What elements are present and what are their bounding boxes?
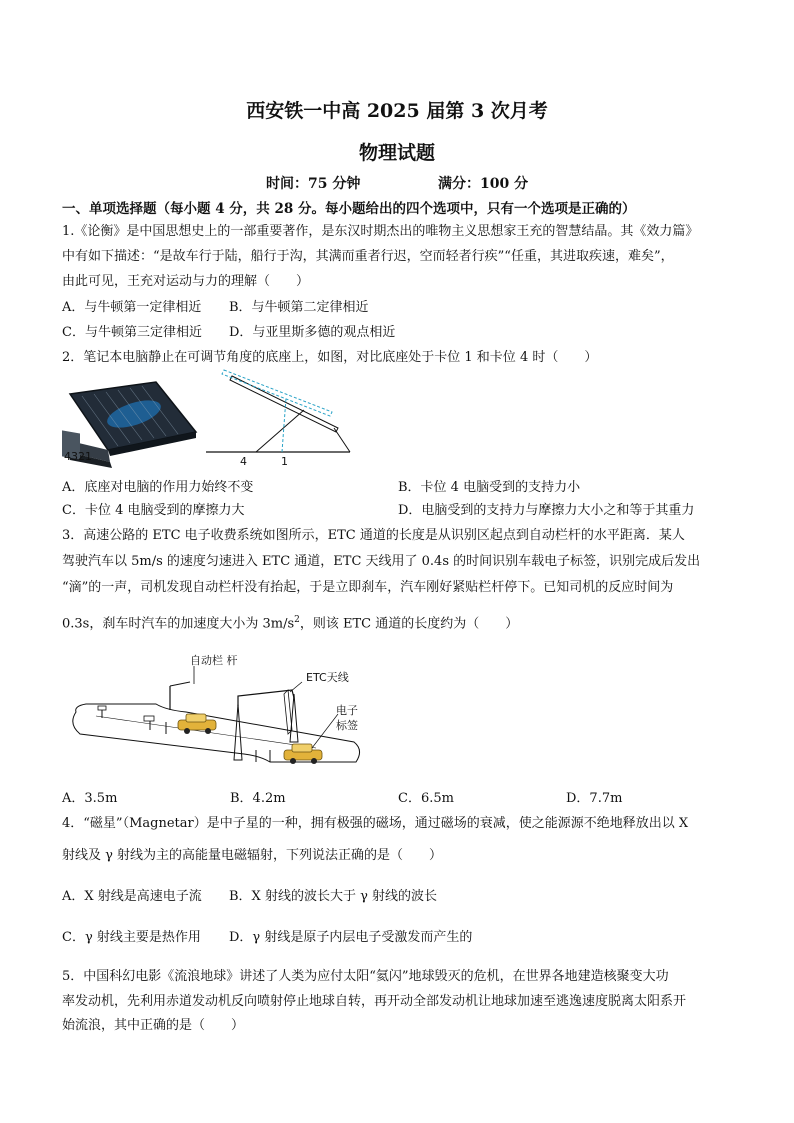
- q1-option-a[interactable]: A．与牛顿第一定律相近: [62, 300, 202, 315]
- q1-option-b[interactable]: B．与牛顿第二定律相近: [229, 300, 369, 315]
- q4-stem-line1: 4．“磁星”（Magnetar）是中子星的一种，拥有极强的磁场，通过磁场的衰减，使之能源源不绝地释放出以 X: [62, 816, 689, 831]
- etc-label-antenna: ETC天线: [306, 671, 349, 684]
- q1-stem-line3: 由此可见，王充对运动与力的理解（ ）: [62, 274, 310, 289]
- q3-option-b[interactable]: B．4.2m: [230, 791, 286, 806]
- q3-option-d[interactable]: D．7.7m: [566, 791, 623, 806]
- q2-option-d[interactable]: D．电脑受到的支持力与摩擦力大小之和等于其重力: [398, 503, 695, 518]
- exam-time: 时间：75 分钟: [266, 176, 361, 192]
- exam-title: 西安铁一中高 2025 届第 3 次月考: [246, 100, 548, 122]
- slot-label-1: 1: [281, 455, 288, 468]
- q3-squared-superscript: 2: [294, 615, 300, 625]
- q4-option-a[interactable]: A．X 射线是高速电子流: [62, 889, 202, 904]
- q4-option-d[interactable]: D．γ 射线是原子内层电子受激发而产生的: [229, 930, 473, 945]
- subject-title: 物理试题: [358, 142, 435, 164]
- q3-stem-line1: 3．高速公路的 ETC 电子收费系统如图所示，ETC 通道的长度是从识别区起点到自动栏杆的水平距离．某人: [62, 528, 685, 543]
- q2-stem: 2．笔记本电脑静止在可调节角度的底座上，如图，对比底座处于卡位 1 和卡位 4 时（ ）: [62, 350, 598, 365]
- q2-option-c[interactable]: C．卡位 4 电脑受到的摩擦力大: [62, 503, 245, 518]
- etc-label-tag-line1: 电子: [336, 704, 358, 717]
- q5-stem-line2: 率发动机，先利用赤道发动机反向喷射停止地球自转，再开动全部发动机让地球加速至逃逸速度脱离太阳系开: [62, 994, 687, 1009]
- stand-slot-marks: 4321: [64, 450, 92, 463]
- q3-stem-line4-end: ，则该 ETC 通道的长度约为（ ）: [299, 616, 519, 632]
- q2-option-b[interactable]: B．卡位 4 电脑受到的支持力小: [398, 480, 581, 495]
- q5-stem-line3: 始流浪，其中正确的是（ ）: [62, 1018, 245, 1033]
- q1-stem-line2: 中有如下描述：“是故车行于陆，船行于沟，其满而重者行迟，空而轻者行疾”“任重，其进取疾速，难矣”，: [62, 249, 674, 264]
- q4-stem-line2: 射线及 γ 射线为主的高能量电磁辐射，下列说法正确的是（ ）: [62, 848, 443, 863]
- etc-label-tag-line2: 标签: [336, 719, 358, 732]
- q4-option-b[interactable]: B．X 射线的波长大于 γ 射线的波长: [229, 889, 437, 904]
- q1-option-d[interactable]: D．与亚里斯多德的观点相近: [229, 325, 396, 340]
- q3-option-c[interactable]: C．6.5m: [398, 791, 454, 806]
- q1-option-c[interactable]: C．与牛顿第三定律相近: [62, 325, 202, 340]
- q1-stem-line1: 1.《论衡》是中国思想史上的一部重要著作，是东汉时期杰出的唯物主义思想家王充的智慧结晶。其《效力篇》: [62, 224, 699, 239]
- slot-angle-diagram: [204, 368, 354, 462]
- section-heading: 一、单项选择题（每小题 4 分，共 28 分。每小题给出的四个选项中，只有一个选项是正确的）: [62, 201, 636, 217]
- q3-stem-line4-text: 0.3s，刹车时汽车的加速度大小为 3m/s: [62, 616, 295, 632]
- q3-option-a[interactable]: A．3.5m: [62, 791, 118, 806]
- slot-label-4: 4: [240, 455, 247, 468]
- q4-option-c[interactable]: C．γ 射线主要是热作用: [62, 930, 201, 945]
- q2-option-a[interactable]: A．底座对电脑的作用力始终不变: [62, 480, 254, 495]
- exam-full-score: 满分：100 分: [438, 176, 529, 192]
- q3-stem-line3: “滴”的一声，司机发现自动栏杆没有抬起，于是立即刹车，汽车刚好紧贴栏杆停下。已知司机的反应时间为: [62, 580, 674, 595]
- q3-stem-line2: 驾驶汽车以 5m/s 的速度匀速进入 ETC 通道，ETC 天线用了 0.4s 的时间识别车载电子标签，识别完成后发出: [62, 554, 701, 569]
- q3-stem-line4: [62, 610, 518, 634]
- q5-stem-line1: 5．中国科幻电影《流浪地球》讲述了人类为应付太阳“氦闪”地球毁灭的危机，在世界各地建造核聚变大功: [62, 969, 669, 984]
- etc-label-gate: 自动栏 杆: [190, 654, 238, 667]
